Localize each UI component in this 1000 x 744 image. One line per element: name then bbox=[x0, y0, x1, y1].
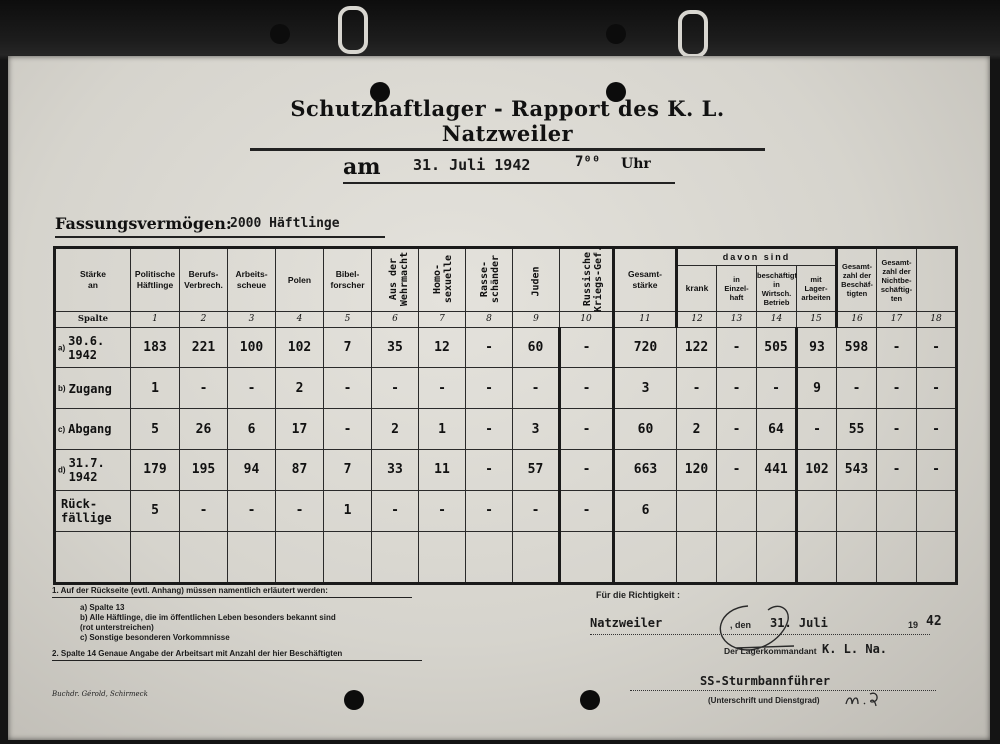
table-cell: 102 bbox=[797, 450, 837, 491]
row-letter: a) bbox=[58, 343, 66, 353]
col-header: Rasse- schänder bbox=[466, 248, 513, 312]
empty-row bbox=[55, 531, 957, 583]
table-cell bbox=[877, 490, 917, 531]
note-1a: a) Spalte 13 bbox=[80, 603, 125, 612]
table-cell: 33 bbox=[372, 450, 419, 491]
table-cell: - bbox=[513, 368, 560, 409]
column-number: 10 bbox=[560, 312, 614, 328]
table-cell: - bbox=[180, 490, 228, 531]
table-cell bbox=[757, 490, 797, 531]
table-cell: 17 bbox=[276, 409, 324, 450]
col-header: mit Lager- arbeiten bbox=[797, 266, 837, 312]
table-cell: 93 bbox=[797, 327, 837, 368]
empty-cell bbox=[324, 531, 372, 583]
table-cell: 1 bbox=[131, 368, 180, 409]
certification-label: Für die Richtigkeit : bbox=[596, 590, 681, 600]
column-number: 12 bbox=[677, 312, 717, 328]
camp-abbrev: K. L. Na. bbox=[822, 642, 888, 656]
table-cell: 64 bbox=[757, 409, 797, 450]
rank-line bbox=[630, 674, 936, 691]
row-label bbox=[55, 327, 131, 368]
table-cell: 5 bbox=[131, 409, 180, 450]
table-cell: 100 bbox=[228, 327, 276, 368]
column-number: 15 bbox=[797, 312, 837, 328]
sign-date: 31. Juli bbox=[770, 616, 828, 630]
empty-cell bbox=[276, 531, 324, 583]
table-row bbox=[55, 327, 957, 368]
table-cell: - bbox=[717, 327, 757, 368]
table-cell: - bbox=[560, 409, 614, 450]
capacity-label: Fassungsvermögen: bbox=[55, 214, 232, 233]
note-1: 1. Auf der Rückseite (evtl. Anhang) müssen namentlich erläutert werden: bbox=[52, 586, 412, 598]
table-cell: 5 bbox=[131, 490, 180, 531]
column-number: 13 bbox=[717, 312, 757, 328]
col-header: Politische Häftlinge bbox=[131, 248, 180, 312]
corner-header: Stärke an bbox=[55, 248, 131, 312]
column-number: 18 bbox=[917, 312, 957, 328]
column-number: 11 bbox=[614, 312, 677, 328]
col-header: Russische Kriegs-Gef. bbox=[560, 248, 614, 312]
table-cell bbox=[837, 490, 877, 531]
row-letter: b) bbox=[58, 384, 66, 394]
table-cell: 179 bbox=[131, 450, 180, 491]
table-cell: 221 bbox=[180, 327, 228, 368]
col-header: beschäftigt in Wirtsch. Betrieb bbox=[757, 266, 797, 312]
table-cell: 441 bbox=[757, 450, 797, 491]
table-cell: - bbox=[324, 368, 372, 409]
empty-cell bbox=[717, 531, 757, 583]
empty-cell bbox=[757, 531, 797, 583]
table-cell: - bbox=[560, 368, 614, 409]
table-cell: - bbox=[717, 450, 757, 491]
column-number: 2 bbox=[180, 312, 228, 328]
table-cell: - bbox=[757, 368, 797, 409]
table-cell: - bbox=[560, 450, 614, 491]
col-header: Bibel- forscher bbox=[324, 248, 372, 312]
row-label bbox=[55, 409, 131, 450]
binder-ring-right bbox=[678, 10, 708, 58]
empty-cell bbox=[837, 531, 877, 583]
column-number: 6 bbox=[372, 312, 419, 328]
table-cell: 3 bbox=[614, 368, 677, 409]
table-row bbox=[55, 490, 957, 531]
empty-cell bbox=[917, 531, 957, 583]
empty-cell bbox=[560, 531, 614, 583]
table-cell: - bbox=[466, 368, 513, 409]
table-cell: - bbox=[917, 450, 957, 491]
column-number: 3 bbox=[228, 312, 276, 328]
column-number: 1 bbox=[131, 312, 180, 328]
note-1c: c) Sonstige besonderen Vorkommnisse bbox=[80, 633, 230, 642]
table-cell: - bbox=[372, 368, 419, 409]
table-cell: - bbox=[419, 368, 466, 409]
table-cell: - bbox=[877, 327, 917, 368]
table-cell: - bbox=[717, 409, 757, 450]
table-cell: - bbox=[717, 368, 757, 409]
capacity-value: 2000 Häftlinge bbox=[230, 216, 340, 231]
column-number: 4 bbox=[276, 312, 324, 328]
table-cell: 57 bbox=[513, 450, 560, 491]
table-cell: - bbox=[466, 327, 513, 368]
column-number: 7 bbox=[419, 312, 466, 328]
punch-hole bbox=[580, 690, 600, 710]
col-header: Gesamt- zahl der Beschäf- tigten bbox=[837, 248, 877, 312]
year-suffix: 42 bbox=[926, 614, 942, 629]
table-cell: 26 bbox=[180, 409, 228, 450]
row-name: Zugang bbox=[68, 381, 112, 396]
note-1b: b) Alle Häftlinge, die im öffentlichen Leben besonders bekannt sind bbox=[80, 613, 336, 622]
year-prefix: 19 bbox=[908, 620, 919, 630]
table-cell: 11 bbox=[419, 450, 466, 491]
empty-cell bbox=[797, 531, 837, 583]
table-cell: - bbox=[877, 450, 917, 491]
col-header: in Einzel- haft bbox=[717, 266, 757, 312]
table-cell: - bbox=[917, 409, 957, 450]
column-number-row bbox=[55, 312, 957, 328]
place: Natzweiler bbox=[590, 616, 663, 630]
table-cell: 35 bbox=[372, 327, 419, 368]
row-name: 31.7. 1942 bbox=[68, 455, 105, 484]
table-cell: 598 bbox=[837, 327, 877, 368]
table-cell: 1 bbox=[324, 490, 372, 531]
table-cell: 87 bbox=[276, 450, 324, 491]
punch-hole bbox=[270, 24, 290, 44]
table-cell: 122 bbox=[677, 327, 717, 368]
col-header: Berufs- Verbrech. bbox=[180, 248, 228, 312]
table-cell: 102 bbox=[276, 327, 324, 368]
table-cell: - bbox=[276, 490, 324, 531]
column-number: 14 bbox=[757, 312, 797, 328]
uhr-label: Uhr bbox=[621, 156, 651, 172]
note-2: 2. Spalte 14 Genaue Angabe der Arbeitsart mit Anzahl der hier Beschäftigten bbox=[52, 649, 422, 661]
col-header: Aus der Wehrmacht bbox=[372, 248, 419, 312]
table-cell: 183 bbox=[131, 327, 180, 368]
column-number: 16 bbox=[837, 312, 877, 328]
table-cell: - bbox=[372, 490, 419, 531]
table-cell: - bbox=[677, 368, 717, 409]
table-cell: 2 bbox=[372, 409, 419, 450]
table-cell: 195 bbox=[180, 450, 228, 491]
table-cell: 60 bbox=[513, 327, 560, 368]
printer-imprint: Buchdr. Gérold, Schirmeck bbox=[52, 690, 148, 698]
table-cell: - bbox=[180, 368, 228, 409]
empty-cell bbox=[466, 531, 513, 583]
table-cell: 7 bbox=[324, 327, 372, 368]
empty-cell bbox=[372, 531, 419, 583]
table-cell: - bbox=[466, 409, 513, 450]
row-name: Rück- fällige bbox=[61, 496, 112, 525]
instructions bbox=[52, 586, 422, 661]
group-header: davon sind bbox=[677, 248, 837, 266]
table-cell: 12 bbox=[419, 327, 466, 368]
commandant-label: Der Lagerkommandant bbox=[724, 646, 817, 656]
empty-cell bbox=[419, 531, 466, 583]
punch-hole bbox=[344, 690, 364, 710]
row-letter: d) bbox=[58, 465, 66, 475]
handwritten-initials bbox=[844, 688, 884, 708]
table-cell: - bbox=[324, 409, 372, 450]
col-header: Gesamt- zahl der Nichtbe- schäftig- ten bbox=[877, 248, 917, 312]
table-cell: 9 bbox=[797, 368, 837, 409]
capacity-line bbox=[55, 214, 385, 238]
table-cell: 3 bbox=[513, 409, 560, 450]
row-letter: c) bbox=[58, 424, 66, 434]
table-cell: - bbox=[877, 368, 917, 409]
column-number: 17 bbox=[877, 312, 917, 328]
table-cell: 94 bbox=[228, 450, 276, 491]
table-cell: 120 bbox=[677, 450, 717, 491]
table-cell: - bbox=[466, 490, 513, 531]
column-number: 9 bbox=[513, 312, 560, 328]
table-cell: - bbox=[797, 409, 837, 450]
table-cell: 6 bbox=[228, 409, 276, 450]
empty-cell bbox=[131, 531, 180, 583]
table-cell: - bbox=[917, 327, 957, 368]
empty-cell bbox=[228, 531, 276, 583]
row-label bbox=[55, 450, 131, 491]
row-label bbox=[55, 490, 131, 531]
table-cell: - bbox=[560, 490, 614, 531]
table-cell bbox=[677, 490, 717, 531]
empty-cell bbox=[677, 531, 717, 583]
report-time: 7⁰⁰ bbox=[575, 154, 601, 170]
table-cell: - bbox=[228, 368, 276, 409]
den-label: , den bbox=[730, 620, 752, 630]
spalte-label: Spalte bbox=[55, 312, 131, 328]
table-cell: - bbox=[513, 490, 560, 531]
table-cell bbox=[717, 490, 757, 531]
table-cell: 6 bbox=[614, 490, 677, 531]
table-cell: 720 bbox=[614, 327, 677, 368]
report-date: 31. Juli 1942 bbox=[413, 156, 531, 174]
table-cell: 1 bbox=[419, 409, 466, 450]
empty-cell bbox=[877, 531, 917, 583]
col-header bbox=[917, 248, 957, 312]
col-header-total: Gesamt- stärke bbox=[614, 248, 677, 312]
empty-cell bbox=[513, 531, 560, 583]
form-title: Schutzhaftlager - Rapport des K. L. Natzweiler bbox=[250, 96, 765, 151]
empty-cell bbox=[180, 531, 228, 583]
table-cell: - bbox=[228, 490, 276, 531]
table-cell: - bbox=[837, 368, 877, 409]
table-cell bbox=[797, 490, 837, 531]
table-cell bbox=[917, 490, 957, 531]
binder-ring-left bbox=[338, 6, 368, 54]
table-cell: - bbox=[419, 490, 466, 531]
table-cell: 60 bbox=[614, 409, 677, 450]
signature-caption: (Unterschrift und Dienstgrad) bbox=[708, 696, 820, 705]
table-cell: - bbox=[917, 368, 957, 409]
column-number: 5 bbox=[324, 312, 372, 328]
empty-cell bbox=[55, 531, 131, 583]
row-name: 30.6. 1942 bbox=[68, 333, 105, 362]
note-1b-cont: (rot unterstreichen) bbox=[80, 623, 154, 632]
table-cell: - bbox=[466, 450, 513, 491]
punch-hole bbox=[606, 24, 626, 44]
date-line bbox=[343, 152, 675, 184]
table-row bbox=[55, 450, 957, 491]
col-header: Polen bbox=[276, 248, 324, 312]
strength-table bbox=[53, 246, 958, 585]
table-cell: - bbox=[560, 327, 614, 368]
col-header: Juden bbox=[513, 248, 560, 312]
col-header: Homo- sexuelle bbox=[419, 248, 466, 312]
column-number: 8 bbox=[466, 312, 513, 328]
table-cell: 7 bbox=[324, 450, 372, 491]
table-row bbox=[55, 368, 957, 409]
empty-cell bbox=[614, 531, 677, 583]
rank: SS-Sturmbannführer bbox=[700, 674, 831, 688]
table-cell: - bbox=[877, 409, 917, 450]
table-cell: 55 bbox=[837, 409, 877, 450]
row-label bbox=[55, 368, 131, 409]
col-header: krank bbox=[677, 266, 717, 312]
table-cell: 543 bbox=[837, 450, 877, 491]
table-cell: 663 bbox=[614, 450, 677, 491]
am-label: am bbox=[343, 154, 381, 180]
row-name: Abgang bbox=[68, 422, 112, 437]
table-cell: 2 bbox=[276, 368, 324, 409]
table-cell: 2 bbox=[677, 409, 717, 450]
col-header: Arbeits- scheue bbox=[228, 248, 276, 312]
table-row bbox=[55, 409, 957, 450]
table-cell: 505 bbox=[757, 327, 797, 368]
